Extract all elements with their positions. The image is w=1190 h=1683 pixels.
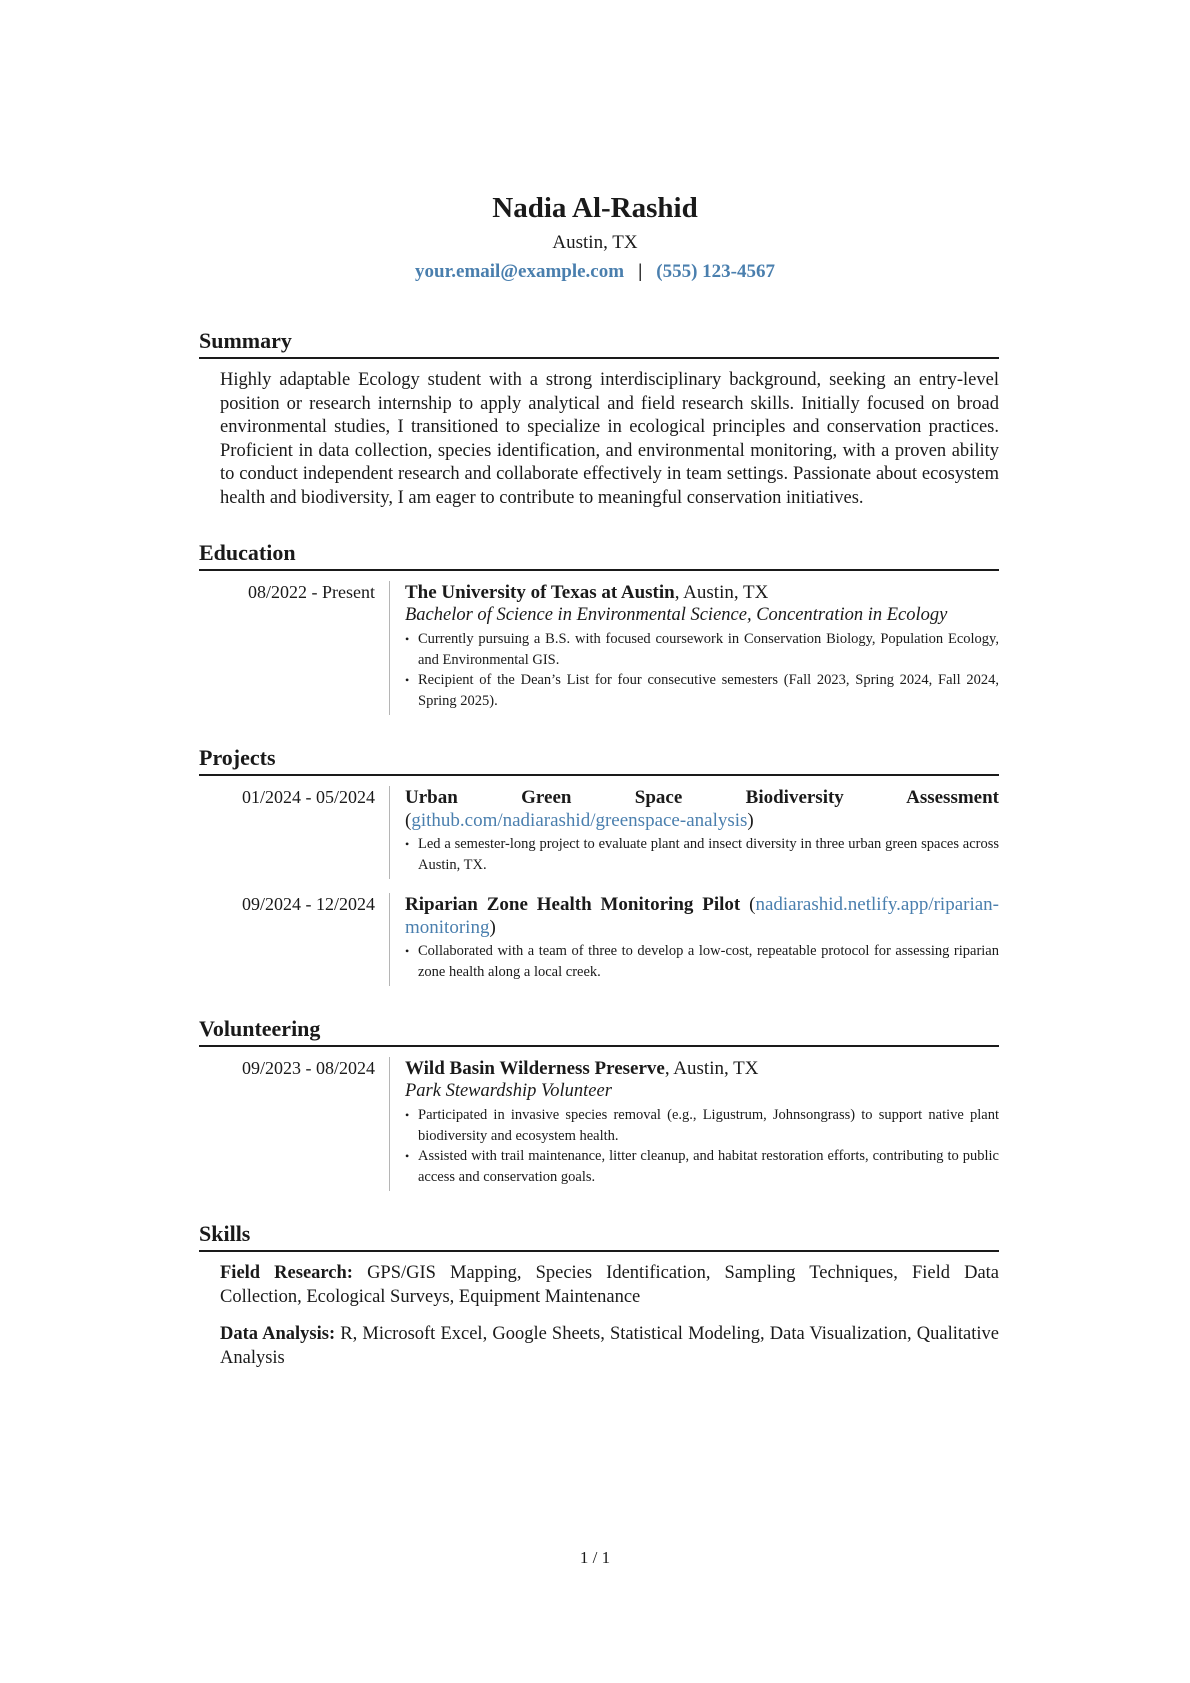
- project-name: Riparian Zone Health Monitoring Pilot: [405, 894, 741, 915]
- summary-text: Highly adaptable Ecology student with a strong interdisciplinary background, seeking an entry-level position or research internship to apply analytical and field research skills. Initially focused on broad environmental studies, I transitioned to specialize in ecological principles and conservation practices. Proficient in data collection, species identification, and environmental monitoring, with a proven ability to conduct independent research and collaborate effectively in team settings. Passionate about ecosystem health and biodiversity, I am eager to contribute to meaningful conservation initiatives.: [220, 370, 999, 508]
- entry-body: [389, 893, 999, 986]
- entry-date: 09/2024 - 12/2024: [242, 894, 375, 914]
- entry-heading: [405, 1057, 999, 1080]
- entry-date: 08/2022 - Present: [248, 582, 375, 602]
- institution-location: , Austin, TX: [674, 582, 769, 603]
- phone-link[interactable]: (555) 123-4567: [656, 261, 775, 282]
- project-link[interactable]: github.com/nadiarashid/greenspace-analysis: [411, 810, 748, 831]
- entry-body: [389, 1057, 999, 1191]
- entry-bullets: [405, 834, 999, 875]
- project-entry: [199, 893, 999, 986]
- bullet-item: • Recipient of the Dean’s List for four consecutive semesters (Fall 2023, Spring 2024, Fall 2024, Spring 2025).: [405, 670, 999, 711]
- education-section: [199, 538, 999, 715]
- entry-heading: Urban Green Space Biodiversity Assessment (github.com/nadiarashid/greenspace-analysis): [405, 787, 999, 831]
- education-entry: [199, 581, 999, 715]
- entry-body: [389, 581, 999, 715]
- contact-line: [0, 259, 1190, 285]
- skill-label: Data Analysis:: [220, 1324, 336, 1344]
- section-title-projects: Projects: [199, 743, 999, 776]
- project-entry: [199, 786, 999, 879]
- volunteering-section: [199, 1014, 999, 1191]
- skill-value: GPS/GIS Mapping, Species Identification, Sampling Techniques, Field Data Collection, Ecological Surveys, Equipment Maintenance: [220, 1263, 1000, 1307]
- resume-header: [0, 190, 1190, 285]
- institution-name: The University of Texas at Austin: [405, 582, 675, 603]
- projects-section: [199, 743, 999, 986]
- summary-section: [199, 326, 999, 510]
- section-title-summary: Summary: [199, 326, 999, 359]
- entry-bullets: [405, 629, 999, 711]
- degree-title: Bachelor of Science in Environmental Science, Concentration in Ecology: [405, 605, 948, 625]
- candidate-name: Nadia Al-Rashid: [492, 192, 698, 224]
- bullet-item: • Participated in invasive species removal (e.g., Ligustrum, Johnsongrass) to support native plant biodiversity and ecosystem health.: [405, 1105, 999, 1146]
- entry-date: 01/2024 - 05/2024: [242, 787, 375, 807]
- skill-value: R, Microsoft Excel, Google Sheets, Statistical Modeling, Data Visualization, Qualitative Analysis: [220, 1324, 999, 1368]
- bullet-item: • Currently pursuing a B.S. with focused coursework in Conservation Biology, Population Ecology, and Environmental GIS.: [405, 629, 999, 670]
- skills-section: [199, 1219, 999, 1370]
- entry-bullets: [405, 1105, 999, 1187]
- section-title-volunteering: Volunteering: [199, 1014, 999, 1047]
- skill-row-data-analysis: [220, 1323, 999, 1370]
- volunteering-entry: [199, 1057, 999, 1191]
- section-title-education: Education: [199, 538, 999, 571]
- role-title: Park Stewardship Volunteer: [405, 1081, 612, 1101]
- organization-name: Wild Basin Wilderness Preserve: [405, 1058, 665, 1079]
- page-number: 1 / 1: [579, 1548, 611, 1567]
- entry-date: 09/2023 - 08/2024: [242, 1058, 375, 1078]
- resume-content: [199, 326, 999, 1398]
- bullet-item: • Assisted with trail maintenance, litter cleanup, and habitat restoration efforts, contributing to public access and conservation goals.: [405, 1146, 999, 1187]
- entry-heading: [405, 581, 999, 604]
- project-link[interactable]: nadiarashid.netlify.app/riparian-monitoring: [405, 894, 1000, 938]
- section-title-skills: Skills: [199, 1219, 999, 1252]
- skill-row-field-research: [220, 1262, 999, 1309]
- entry-heading: Riparian Zone Health Monitoring Pilot (nadiarashid.netlify.app/riparian-monitoring): [405, 894, 1000, 938]
- entry-bullets: [405, 941, 999, 982]
- skill-label: Field Research:: [220, 1263, 353, 1283]
- entry-body: [389, 786, 999, 879]
- email-link[interactable]: your.email@example.com: [415, 261, 625, 282]
- candidate-location: Austin, TX: [552, 232, 638, 253]
- organization-location: , Austin, TX: [664, 1058, 759, 1079]
- contact-separator: |: [638, 261, 643, 282]
- project-name: Urban Green Space Biodiversity Assessment: [405, 787, 999, 808]
- bullet-item: • Collaborated with a team of three to develop a low-cost, repeatable protocol for assessing riparian zone health along a local creek.: [405, 941, 999, 982]
- bullet-item: • Led a semester-long project to evaluate plant and insect diversity in three urban green spaces across Austin, TX.: [405, 834, 999, 875]
